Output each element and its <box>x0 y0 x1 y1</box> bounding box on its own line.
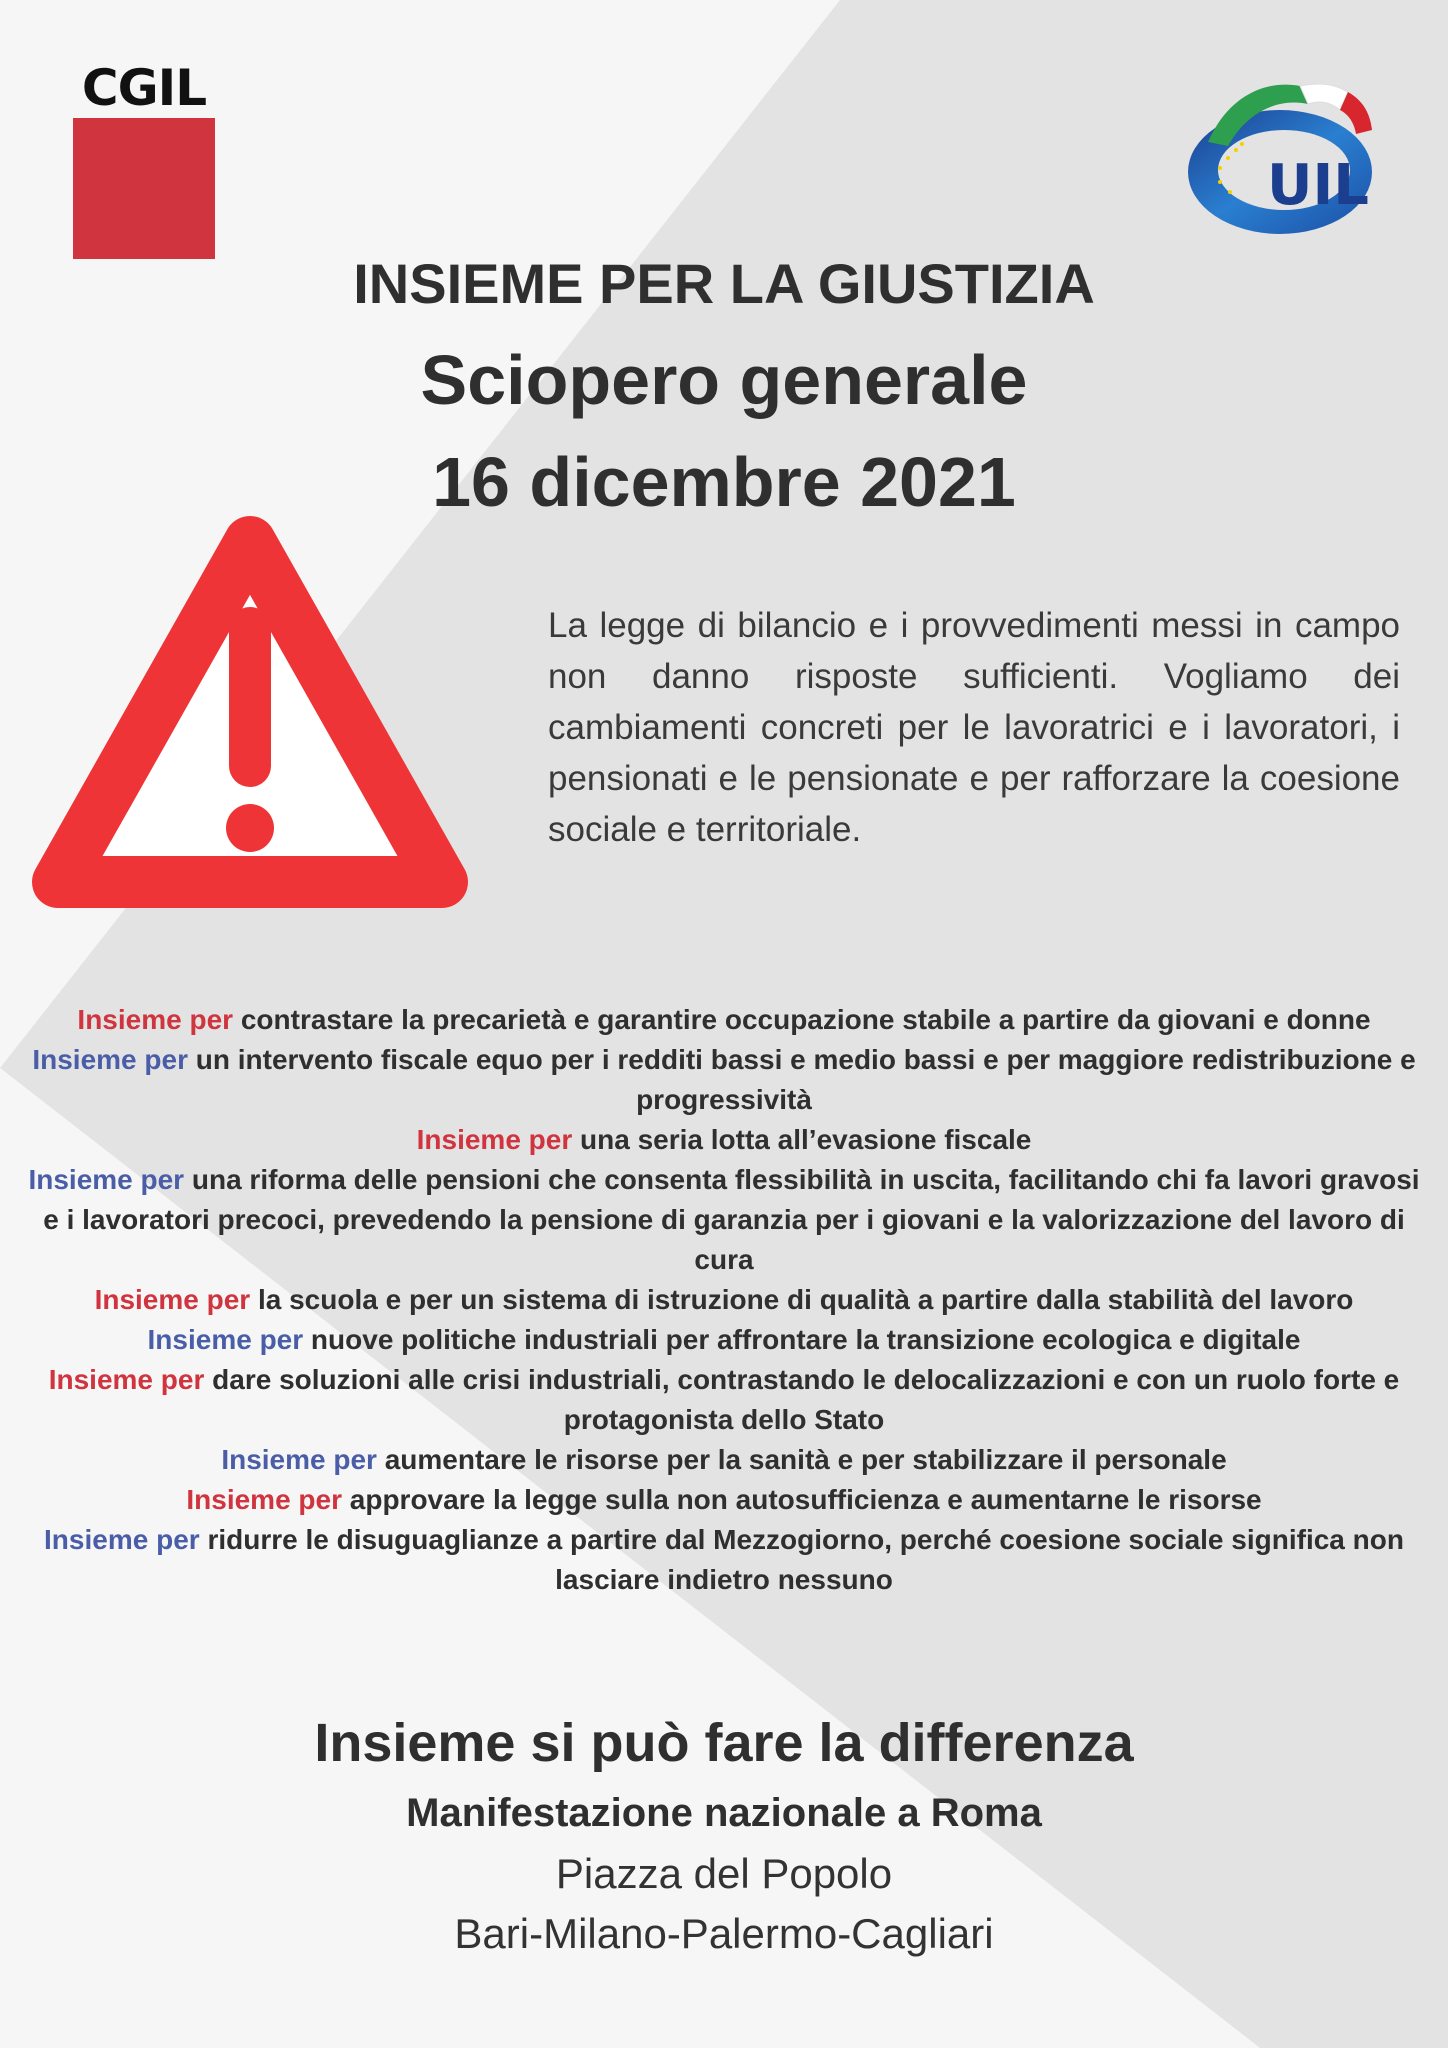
demand-lead: Insieme per <box>94 1284 251 1315</box>
demand-item <box>20 1520 1428 1600</box>
demand-item <box>20 1360 1428 1440</box>
demand-item <box>20 1440 1428 1480</box>
demand-item <box>20 1120 1428 1160</box>
strike-date: 16 dicembre 2021 <box>432 443 1016 521</box>
demand-text: un intervento fiscale equo per i redditi bassi e medio bassi e per maggiore redistribuzione e progressività <box>187 1044 1416 1115</box>
page-title: INSIEME PER LA GIUSTIZIA <box>353 252 1095 315</box>
demand-text: aumentare le risorse per la sanità e per stabilizzare il personale <box>376 1444 1227 1475</box>
warning-triangle-icon <box>22 512 478 922</box>
uil-logo-text: UIL <box>1267 153 1369 218</box>
demand-text: una riforma delle pensioni che consenta flessibilità in uscita, facilitando chi fa lavori gravosi e i lavoratori precoci, prevedendo la pensione di garanzia per i giovani e la valorizzazione del lavoro di cura <box>43 1164 1420 1275</box>
demand-lead: Insieme per <box>44 1524 200 1555</box>
demand-text: la scuola e per un sistema di istruzione di qualità a partire dalla stabilità del lavoro <box>250 1284 1354 1315</box>
demand-text: nuove politiche industriali per affrontare la transizione ecologica e digitale <box>303 1324 1301 1355</box>
demand-lead: Insieme per <box>28 1164 185 1195</box>
demand-text: una seria lotta all’evasione fiscale <box>572 1124 1032 1155</box>
closing-slogan: Insieme si può fare la differenza <box>314 1713 1134 1773</box>
demand-item <box>20 1040 1428 1120</box>
demand-text: approvare la legge sulla non autosufficienza e aumentarne le risorse <box>342 1484 1262 1515</box>
cgil-logo-square <box>73 118 215 259</box>
demand-text: contrastare la precarietà e garantire occupazione stabile a partire da giovani e donne <box>233 1004 1371 1035</box>
intro-paragraph: La legge di bilancio e i provvedimenti messi in campo non danno risposte sufficienti. Vogliamo dei cambiamenti concreti per le lavoratrici e i lavoratori, i pensionati e le pensionate e per rafforzare la coesione sociale e territoriale. <box>548 606 1400 849</box>
manifestation-heading: Manifestazione nazionale a Roma <box>406 1791 1042 1835</box>
demand-text: ridurre le disuguaglianze a partire dal Mezzogiorno, perché coesione sociale significa non lasciare indietro nessuno <box>199 1524 1404 1595</box>
demand-lead: Insieme per <box>147 1324 304 1355</box>
cgil-logo <box>73 59 215 259</box>
demand-lead: Insieme per <box>77 1004 234 1035</box>
cgil-logo-text: CGIL <box>81 59 207 117</box>
manifestation-cities: Bari-Milano-Palermo-Cagliari <box>454 1910 994 1957</box>
demand-lead: Insieme per <box>186 1484 342 1515</box>
demand-item <box>20 1000 1428 1040</box>
uil-logo <box>1180 72 1380 252</box>
demand-lead: Insieme per <box>32 1044 188 1075</box>
manifestation-place: Piazza del Popolo <box>555 1850 893 1897</box>
demand-lead: Insieme per <box>221 1444 377 1475</box>
demands-list <box>20 1000 1428 1600</box>
demand-item <box>20 1160 1428 1280</box>
demand-text: dare soluzioni alle crisi industriali, contrastando le delocalizzazioni e con un ruolo forte e protagonista dello Stato <box>204 1364 1400 1435</box>
strike-headline: Sciopero generale <box>420 341 1028 419</box>
demand-item <box>20 1320 1428 1360</box>
demand-item <box>20 1280 1428 1320</box>
demand-lead: Insieme per <box>48 1364 205 1395</box>
demand-item <box>20 1480 1428 1520</box>
demand-lead: Insieme per <box>416 1124 573 1155</box>
